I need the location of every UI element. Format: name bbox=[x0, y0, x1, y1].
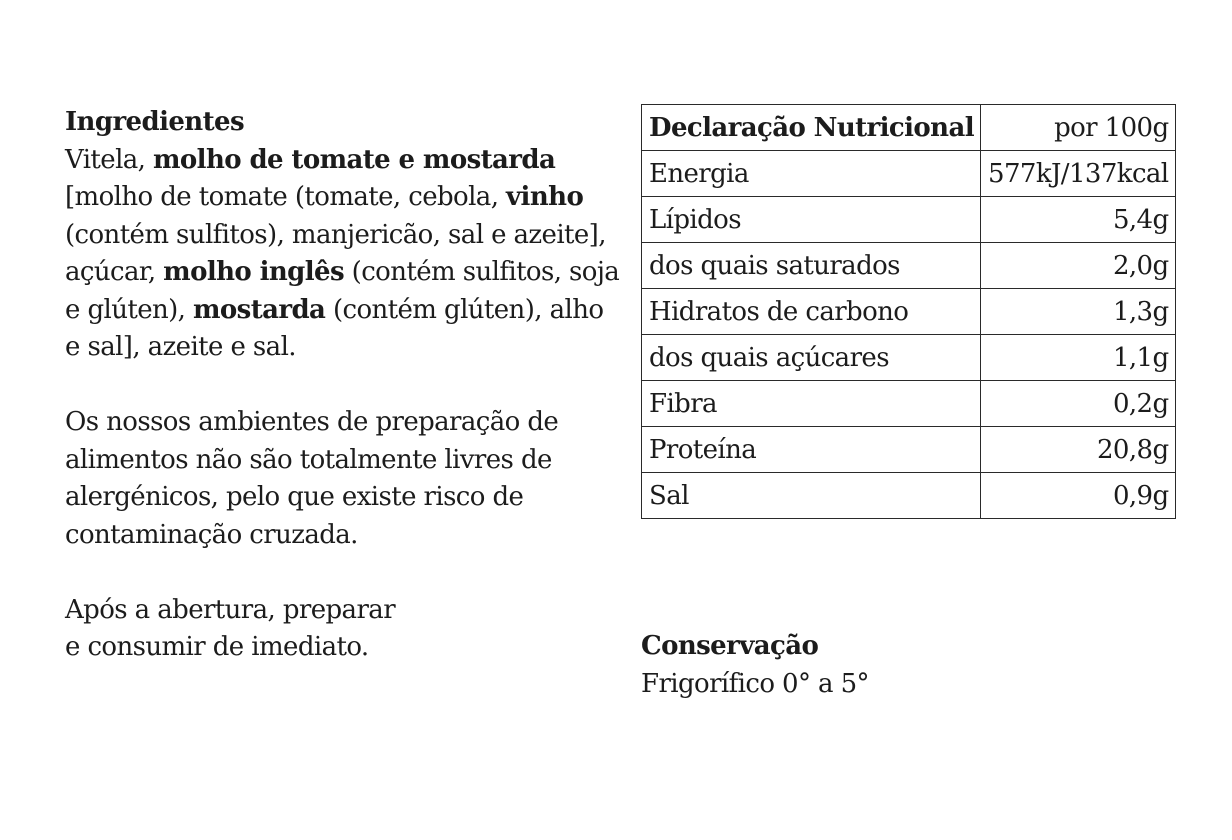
ingredients-section bbox=[65, 104, 625, 667]
opening-notice: Após a abertura, preparar e consumir de imediato. bbox=[65, 594, 396, 662]
ingredients-heading: Ingredientes bbox=[65, 107, 244, 137]
nutrition-table bbox=[641, 104, 1176, 519]
nutrient-label: Lípidos bbox=[642, 197, 981, 243]
ingredient-segment-bold: vinho bbox=[506, 182, 584, 212]
table-row bbox=[642, 151, 1176, 197]
ingredient-segment-bold: molho inglês bbox=[163, 257, 345, 287]
conservation-heading: Conservação bbox=[641, 631, 819, 661]
nutrient-label: Fibra bbox=[642, 381, 981, 427]
allergen-notice: Os nossos ambientes de preparação de alimentos não são totalmente livres de alergénicos, pelo que existe risco de contaminação cruzada. bbox=[65, 407, 559, 550]
nutrient-value: 5,4g bbox=[981, 197, 1176, 243]
ingredient-segment: (contém sulfitos, soja e glúten), bbox=[65, 257, 620, 325]
paragraph-spacer bbox=[65, 367, 625, 405]
nutrient-value: 2,0g bbox=[981, 243, 1176, 289]
table-row bbox=[642, 197, 1176, 243]
table-row bbox=[642, 335, 1176, 381]
table-row bbox=[642, 289, 1176, 335]
nutrition-header-label: Declaração Nutricional bbox=[642, 105, 981, 151]
nutrient-label: Sal bbox=[642, 473, 981, 519]
ingredient-segment-bold: molho de tomate e mostarda bbox=[153, 144, 556, 175]
nutrient-value: 1,3g bbox=[981, 289, 1176, 335]
nutrition-header-unit: por 100g bbox=[981, 105, 1176, 151]
nutrient-value: 577kJ/137kcal bbox=[981, 151, 1176, 197]
nutrient-label: Energia bbox=[642, 151, 981, 197]
nutrient-value: 0,2g bbox=[981, 381, 1176, 427]
ingredients-text bbox=[65, 142, 625, 367]
table-row bbox=[642, 427, 1176, 473]
table-row bbox=[642, 243, 1176, 289]
ingredient-segment: (contém sulfitos), manjericão, sal e azeite], açúcar, bbox=[65, 219, 606, 287]
conservation-text: Frigorífico 0° a 5° bbox=[641, 668, 869, 699]
nutrient-value: 20,8g bbox=[981, 427, 1176, 473]
nutrient-label: Proteína bbox=[642, 427, 981, 473]
ingredient-segment: (contém glúten), alho e sal], azeite e sal. bbox=[65, 294, 604, 362]
paragraph-spacer bbox=[65, 554, 625, 592]
ingredient-segment: [molho de tomate (tomate, cebola, bbox=[65, 182, 507, 212]
ingredient-segment-bold: mostarda bbox=[193, 294, 326, 325]
nutrient-label: dos quais saturados bbox=[642, 243, 981, 289]
nutrition-header-row bbox=[642, 105, 1176, 151]
nutrient-label: dos quais açúcares bbox=[642, 335, 981, 381]
nutrient-value: 1,1g bbox=[981, 335, 1176, 381]
nutrient-label: Hidratos de carbono bbox=[642, 289, 981, 335]
table-row bbox=[642, 381, 1176, 427]
nutrient-value: 0,9g bbox=[981, 473, 1176, 519]
ingredient-segment: Vitela, bbox=[65, 144, 154, 175]
conservation-section bbox=[641, 628, 869, 703]
table-row bbox=[642, 473, 1176, 519]
